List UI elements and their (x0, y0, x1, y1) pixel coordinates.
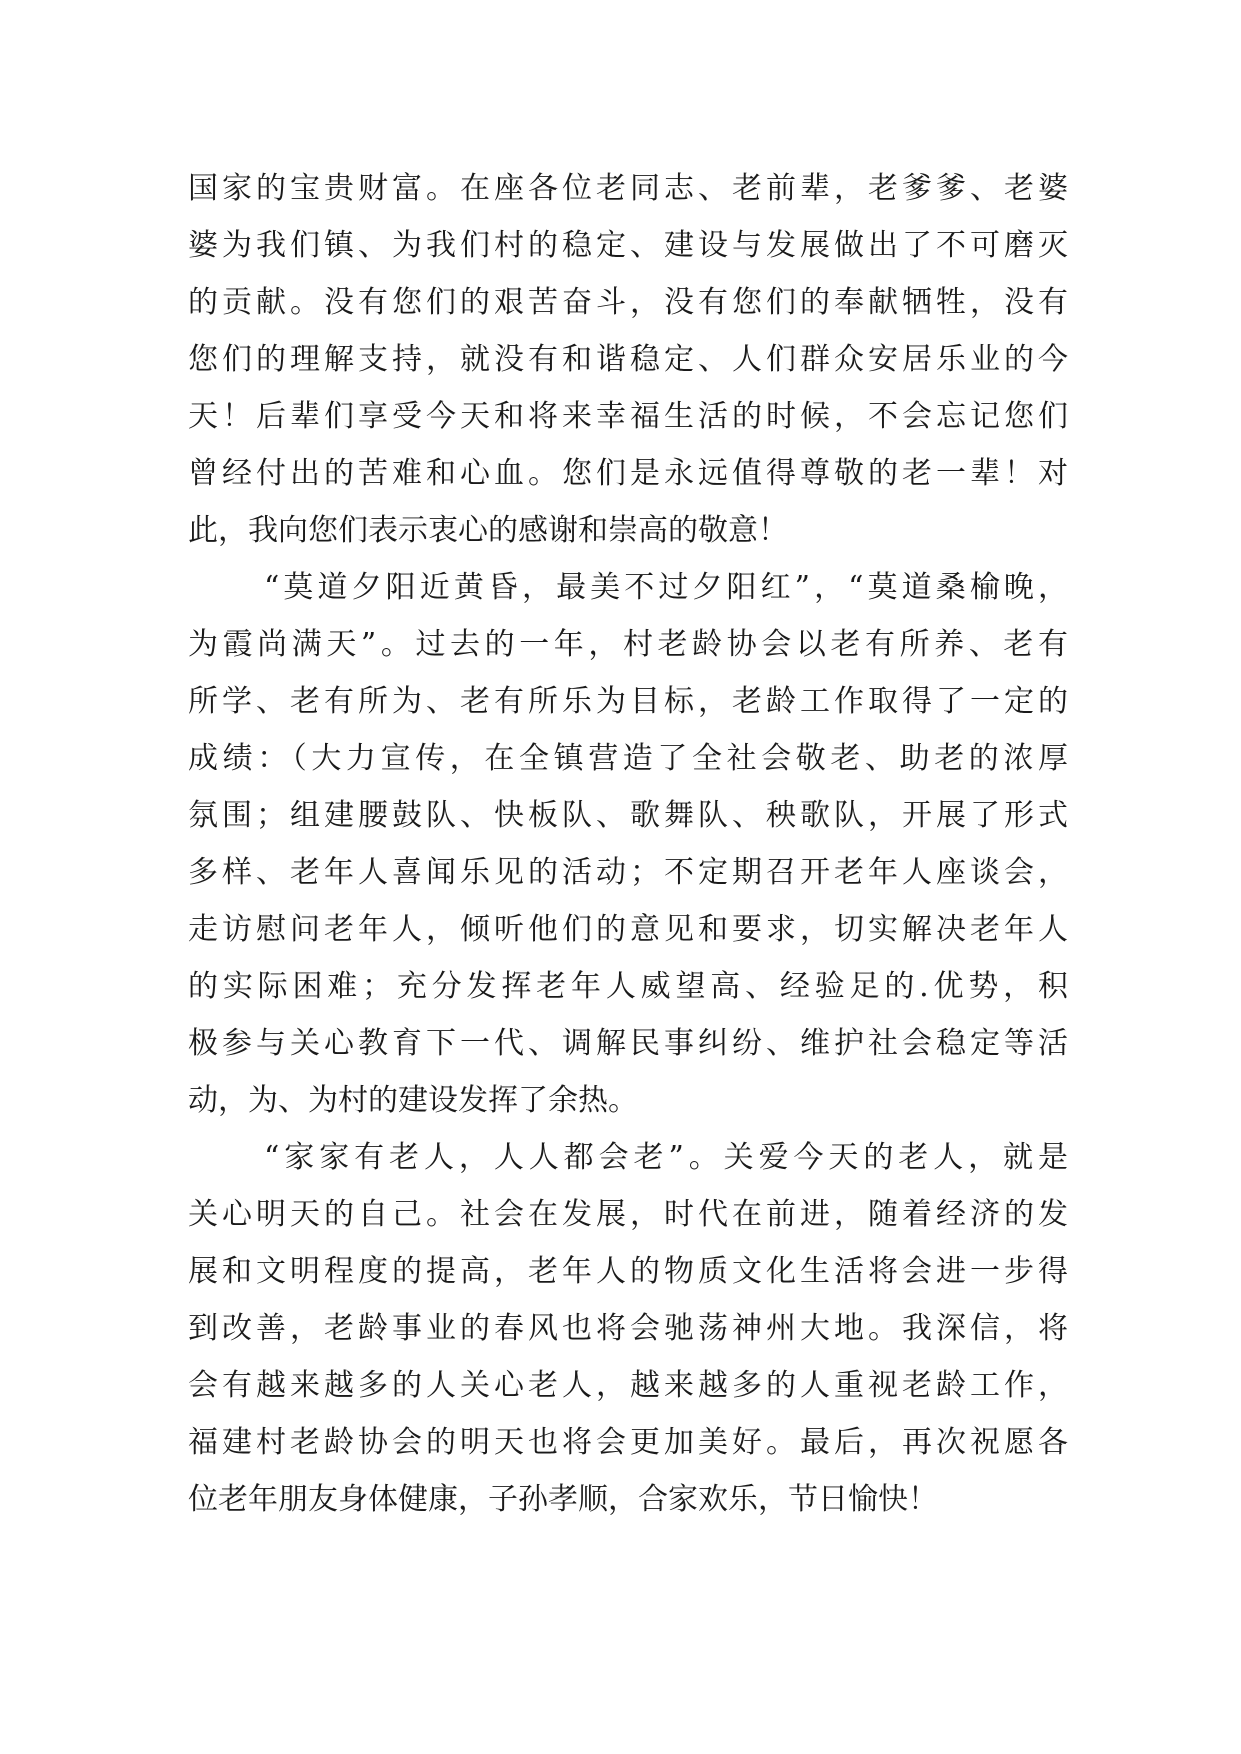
document-body (188, 160, 1068, 1528)
paragraph-1-line-4: 您们的理解支持，就没有和谐稳定、人们群众安居乐业的今 (188, 342, 1068, 377)
paragraph-2-line-9: 极参与关心教育下一代、调解民事纠纷、维护社会稳定等活 (188, 1026, 1068, 1061)
paragraph-1-line-2: 婆为我们镇、为我们村的稳定、建设与发展做出了不可磨灭 (188, 228, 1068, 263)
paragraph-3-line-3: 展和文明程度的提高，老年人的物质文化生活将会进一步得 (188, 1254, 1068, 1289)
paragraph-3-line-2: 关心明天的自己。社会在发展，时代在前进，随着经济的发 (188, 1197, 1068, 1232)
paragraph-3-line-1: “家家有老人，人人都会老”。关爱今天的老人，就是 (264, 1140, 1068, 1175)
paragraph-2-line-4: 成绩：（大力宣传，在全镇营造了全社会敬老、助老的浓厚 (188, 741, 1068, 776)
paragraph-2-line-1: “莫道夕阳近黄昏，最美不过夕阳红”，“莫道桑榆晚， (264, 570, 1068, 605)
paragraph-2-line-7: 走访慰问老年人，倾听他们的意见和要求，切实解决老年人 (188, 912, 1068, 947)
paragraph-2-line-2: 为霞尚满天”。过去的一年，村老龄协会以老有所养、老有 (188, 627, 1068, 662)
paragraph-1-line-1: 国家的宝贵财富。在座各位老同志、老前辈，老爹爹、老婆 (188, 171, 1068, 206)
paragraph-1-line-6: 曾经付出的苦难和心血。您们是永远值得尊敬的老一辈！对 (188, 456, 1068, 491)
paragraph-2-line-5: 氛围；组建腰鼓队、快板队、歌舞队、秧歌队，开展了形式 (188, 798, 1068, 833)
paragraph-3-line-7: 位老年朋友身体健康，子孙孝顺，合家欢乐，节日愉快！ (188, 1482, 938, 1517)
paragraph-3-line-6: 福建村老龄协会的明天也将会更加美好。最后，再次祝愿各 (188, 1425, 1068, 1460)
paragraph-3-line-5: 会有越来越多的人关心老人，越来越多的人重视老龄工作， (188, 1368, 1068, 1403)
paragraph-1-line-7: 此，我向您们表示衷心的感谢和崇高的敬意！ (188, 513, 788, 548)
paragraph-2-line-3: 所学、老有所为、老有所乐为目标，老龄工作取得了一定的 (188, 684, 1068, 719)
paragraph-3-line-4: 到改善，老龄事业的春风也将会驰荡神州大地。我深信，将 (188, 1311, 1068, 1346)
paragraph-1-line-3: 的贡献。没有您们的艰苦奋斗，没有您们的奉献牺牲，没有 (188, 285, 1068, 320)
paragraph-1-line-5: 天！后辈们享受今天和将来幸福生活的时候，不会忘记您们 (188, 399, 1068, 434)
paragraph-2-line-8: 的实际困难；充分发挥老年人威望高、经验足的.优势，积 (188, 969, 1068, 1004)
paragraph-2-line-10: 动，为、为村的建设发挥了余热。 (188, 1083, 638, 1118)
paragraph-2-line-6: 多样、老年人喜闻乐见的活动；不定期召开老年人座谈会， (188, 855, 1068, 890)
